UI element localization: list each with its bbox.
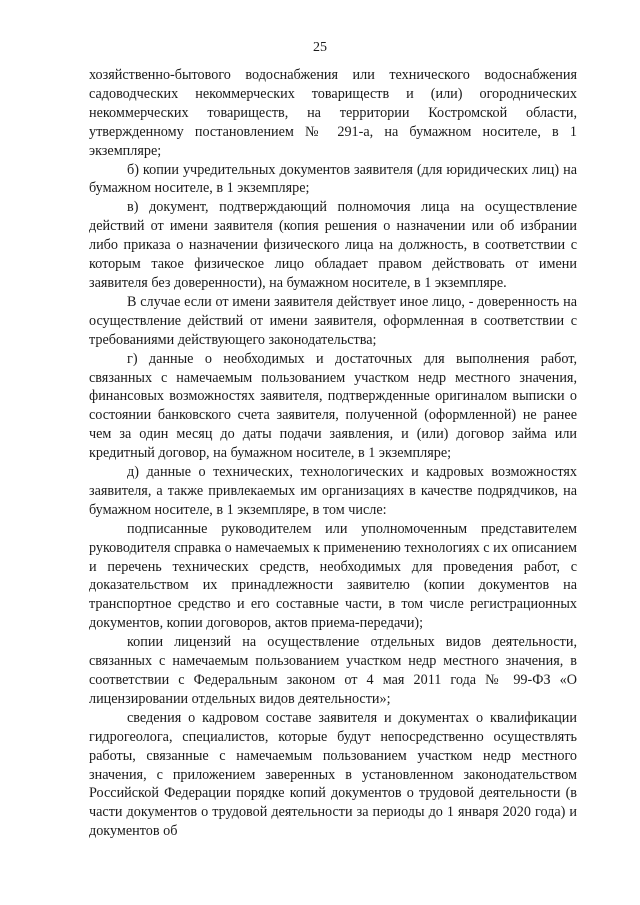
paragraph-technology-reference: подписанные руководителем или уполномоченным представителем руководителя справка о намечаемых к применению технологиях с их описанием и перечень технических средств, необходимых для проведения работ, с доказательством их принадлежности заявителю (копии документов на транспортное средство и его составные части, в том числе регистрационных документов, копии договоров, актов приема-передачи); bbox=[89, 520, 577, 632]
page-number: 25 bbox=[313, 40, 327, 55]
paragraph-licenses: копии лицензий на осуществление отдельных видов деятельности, связанных с намечаемым пользованием участком недр местного значения, в соответствии с Федеральным законом от 4 мая 2011 года № 99-ФЗ «О лицензировании отдельных видов деятельности»; bbox=[89, 634, 577, 707]
paragraph-item-b: б) копии учредительных документов заявителя (для юридических лиц) на бумажном носителе, в 1 экземпляре; bbox=[89, 161, 577, 197]
paragraph-continuation: хозяйственно-бытового водоснабжения или технического водоснабжения садоводческих некоммерческих товариществ и (или) огороднических некоммерческих товариществ, на территории Костромской области, утвержденному постановлением № 291-а, на бумажном носителе, в 1 экземпляре; bbox=[89, 67, 577, 159]
paragraph-item-d: д) данные о технических, технологических и кадровых возможностях заявителя, а также привлекаемых им организациях в качестве подрядчиков, на бумажном носителе, в 1 экземпляре, в том числе: bbox=[89, 464, 577, 518]
paragraph-item-g: г) данные о необходимых и достаточных для выполнения работ, связанных с намечаемым пользованием участком недр местного значения, финансовых возможностях заявителя, подтвержденные оригиналом выписки о состоянии банковского счета заявителя, полученной (оформленной) не ранее чем за один месяц до даты подачи заявления, и (или) договор займа или кредитный договор, на бумажном носителе, в 1 экземпляре; bbox=[89, 350, 577, 462]
body-text bbox=[89, 66, 577, 841]
paragraph-item-v: в) документ, подтверждающий полномочия лица на осуществление действий от имени заявителя (копия решения о назначении или об избрании либо приказа о назначении физического лица на должность, в соответствии с которым такое физическое лицо обладает правом действовать от имени заявителя без доверенности), на бумажном носителе, в 1 экземпляре. bbox=[89, 199, 577, 291]
paragraph-power-of-attorney: В случае если от имени заявителя действует иное лицо, - доверенность на осуществление действий от имени заявителя, оформленная в соответствии с требованиями действующего законодательства; bbox=[89, 293, 577, 348]
paragraph-staff-info: сведения о кадровом составе заявителя и документах о квалификации гидрогеолога, специалистов, которые будут непосредственно осуществлять работы, связанные с намечаемым пользованием участком недр местного значения, с приложением заверенных в установленном законодательством Российской Федерации порядке копий документов о трудовой деятельности (в части документов о трудовой деятельности за периоды до 1 января 2020 года) и документов об bbox=[89, 709, 577, 840]
